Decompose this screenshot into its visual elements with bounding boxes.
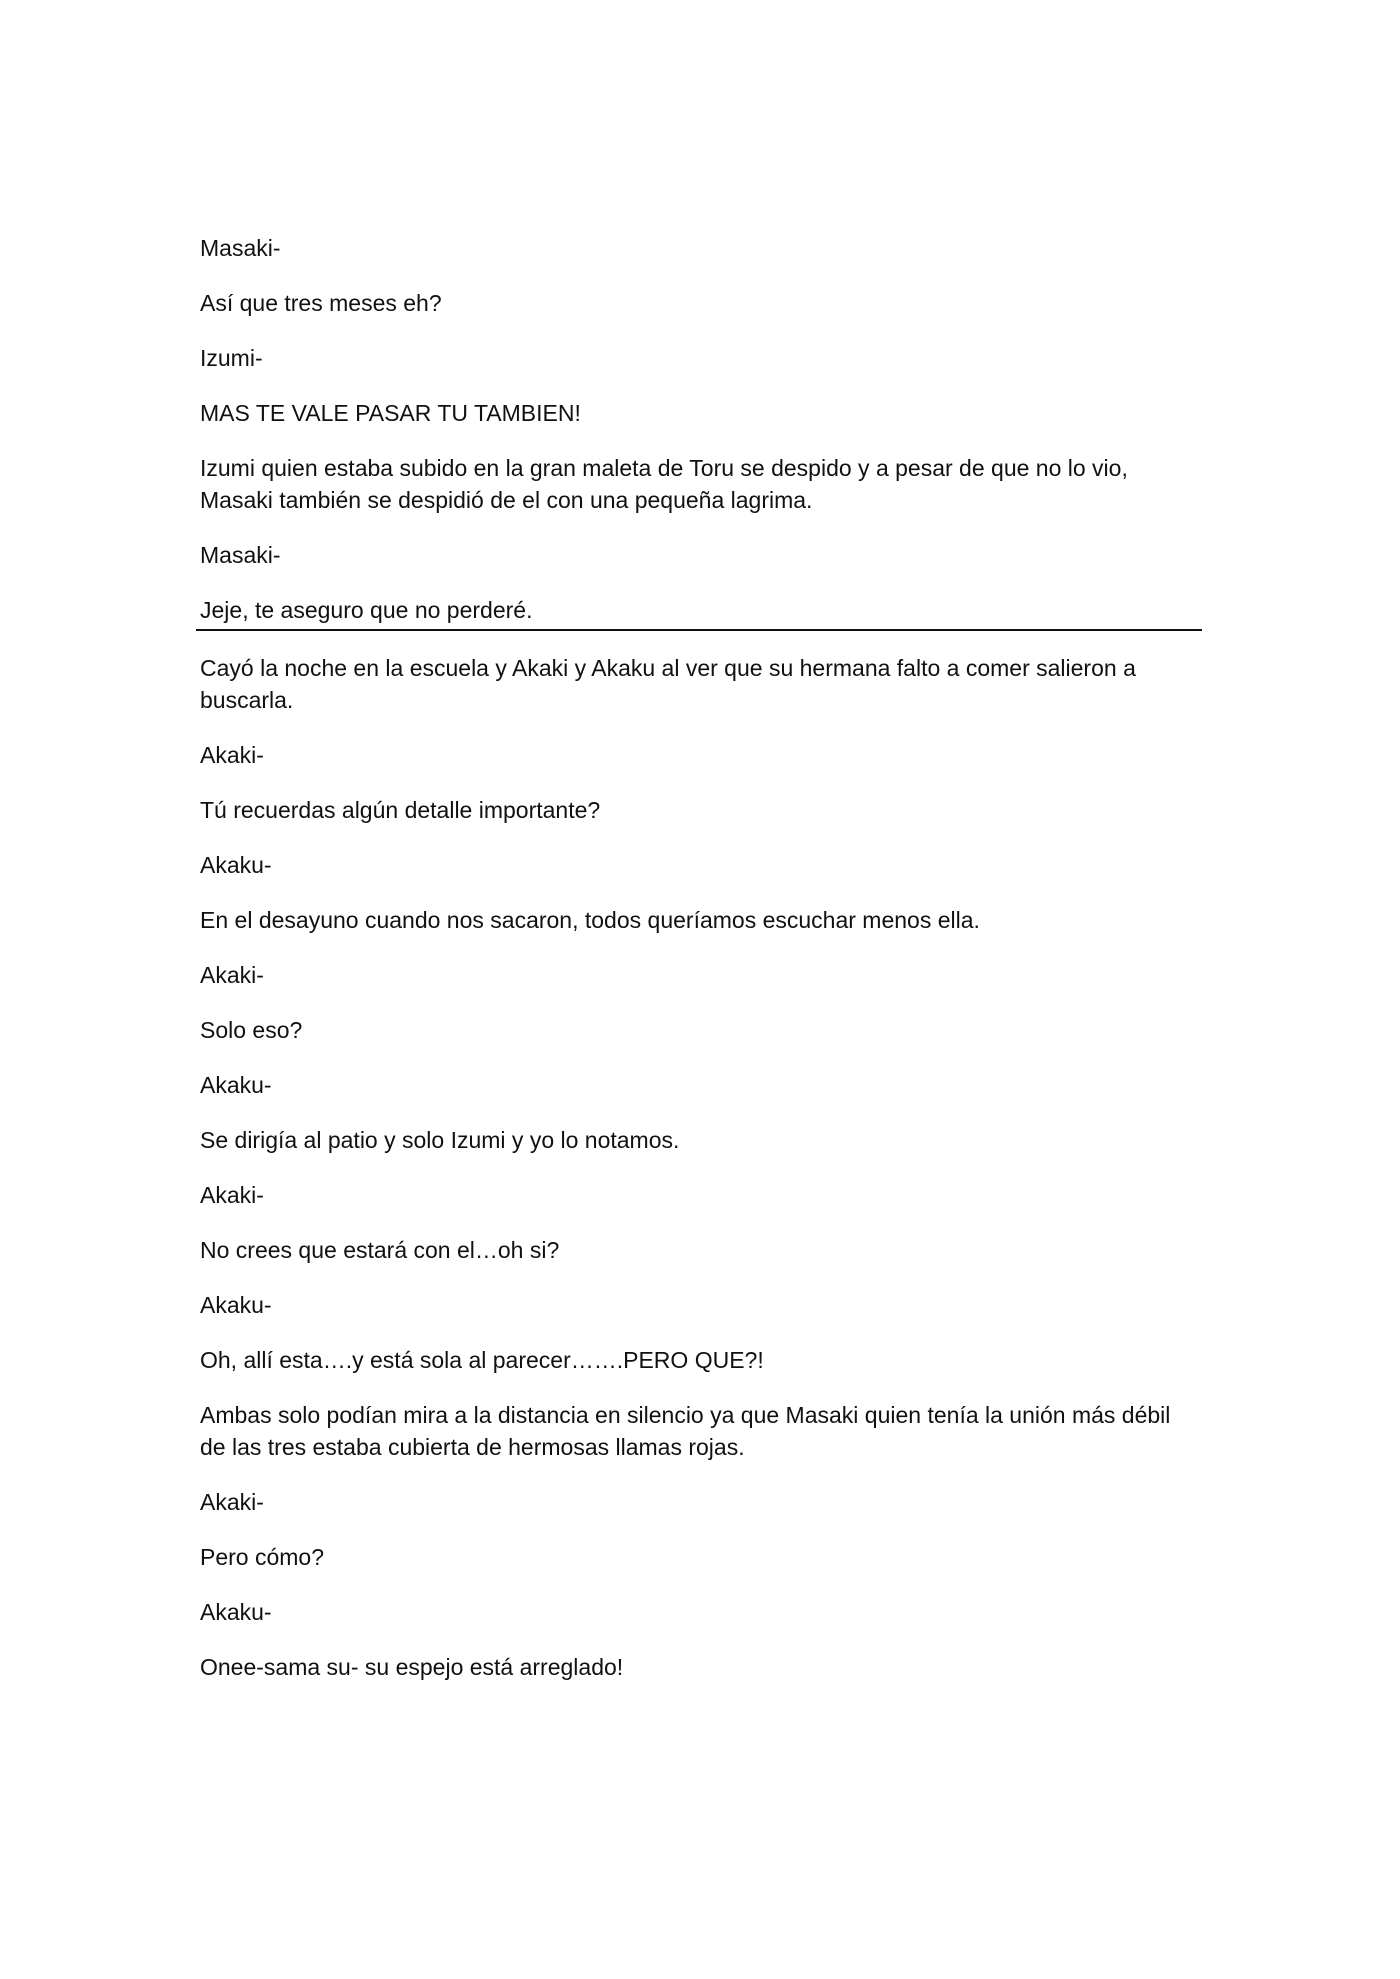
- narration-paragraph: Ambas solo podían mira a la distancia en silencio ya que Masaki quien tenía la unión más débil de las tres estaba cubierta de hermosas llamas rojas.: [200, 1402, 1171, 1460]
- speaker-label: Izumi-: [200, 345, 263, 371]
- speaker-label: Akaku-: [200, 1599, 272, 1625]
- dialogue-line: MAS TE VALE PASAR TU TAMBIEN!: [200, 400, 581, 426]
- speaker-label: Akaku-: [200, 1292, 272, 1318]
- scene-separator-line: [196, 629, 1202, 631]
- dialogue-line: Onee-sama su- su espejo está arreglado!: [200, 1654, 624, 1680]
- dialogue-line: Tú recuerdas algún detalle importante?: [200, 797, 601, 823]
- dialogue-line: En el desayuno cuando nos sacaron, todos queríamos escuchar menos ella.: [200, 907, 980, 933]
- dialogue-line: Jeje, te aseguro que no perderé.: [200, 597, 533, 623]
- speaker-label: Akaki-: [200, 1182, 264, 1208]
- speaker-label: Akaki-: [200, 1489, 264, 1515]
- speaker-label: Akaki-: [200, 962, 264, 988]
- narration-paragraph: Cayó la noche en la escuela y Akaki y Akaku al ver que su hermana falto a comer salieron a buscarla.: [200, 655, 1136, 713]
- dialogue-line: Oh, allí esta….y está sola al parecer…….PERO QUE?!: [200, 1347, 764, 1373]
- dialogue-line: No crees que estará con el…oh si?: [200, 1237, 560, 1263]
- document-body: [200, 232, 1200, 1706]
- speaker-label: Masaki-: [200, 235, 281, 261]
- dialogue-line: Pero cómo?: [200, 1544, 325, 1570]
- dialogue-line: Se dirigía al patio y solo Izumi y yo lo notamos.: [200, 1127, 680, 1153]
- dialogue-line: Así que tres meses eh?: [200, 290, 442, 316]
- narration-paragraph: Izumi quien estaba subido en la gran maleta de Toru se despido y a pesar de que no lo vio, Masaki también se despidió de el con una pequeña lagrima.: [200, 455, 1128, 513]
- speaker-label: Akaki-: [200, 742, 264, 768]
- speaker-label: Akaku-: [200, 1072, 272, 1098]
- speaker-label: Masaki-: [200, 542, 281, 568]
- speaker-label: Akaku-: [200, 852, 272, 878]
- dialogue-line: Solo eso?: [200, 1017, 303, 1043]
